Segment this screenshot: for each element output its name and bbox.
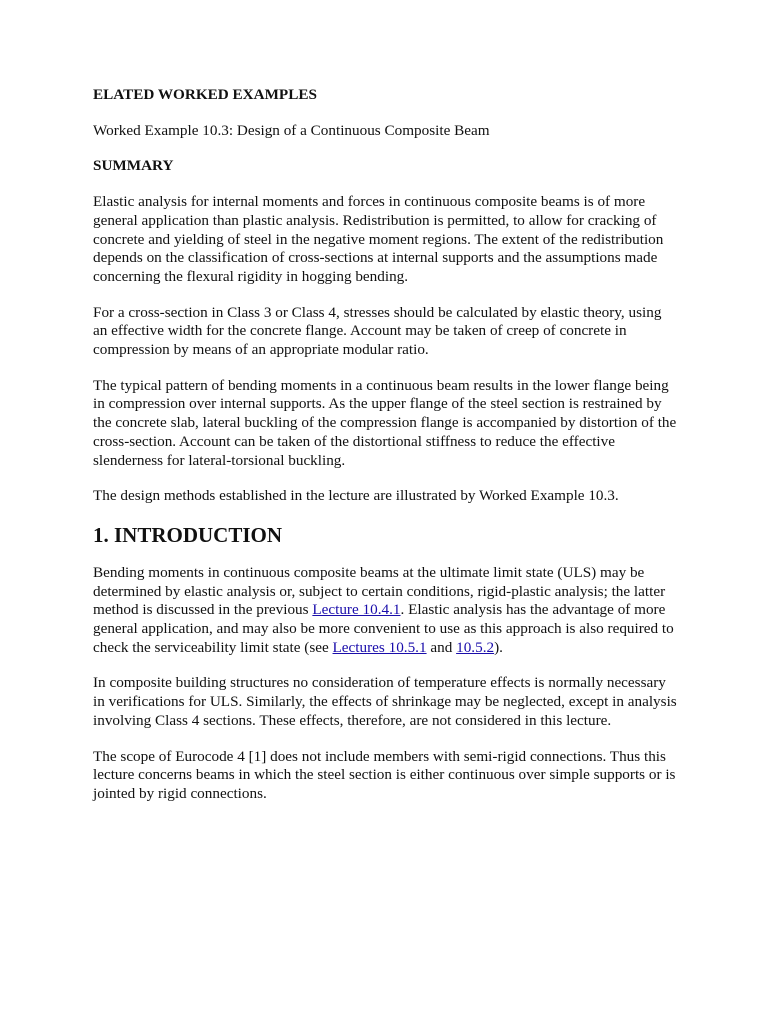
summary-paragraph: The design methods established in the lecture are illustrated by Worked Example 10.3.	[93, 487, 619, 505]
lecture-10-4-1-link[interactable]: Lecture 10.4.1	[312, 601, 401, 619]
summary-paragraph: For a cross-section in Class 3 or Class 4, stresses should be calculated by elastic theory, using an effective width for the concrete flange. Account may be taken of creep of concrete in compression by means of an appropriate modular ratio.	[93, 303, 662, 359]
intro-p1-text: ).	[494, 638, 503, 656]
intro-p1-text: Bending moments in continuous composite beams at the ultimate limit state (ULS) may be determined by elastic analysis or, subject to certain conditions, rigid-plastic analysis; the latter method is discussed in the previous	[93, 563, 666, 619]
related-examples-heading: ELATED WORKED EXAMPLES	[93, 86, 317, 103]
introduction-heading: 1. INTRODUCTION	[93, 522, 283, 547]
lectures-10-5-1-link[interactable]: Lectures 10.5.1	[332, 638, 427, 656]
intro-paragraph-2: In composite building structures no consideration of temperature effects is normally necessary in verifications for ULS. Similarly, the effects of shrinkage may be neglected, except in analysis involving Class 4 sections. These effects, therefore, are not considered in this lecture.	[93, 674, 677, 729]
summary-paragraph: Elastic analysis for internal moments and forces in continuous composite beams is of more general application than plastic analysis. Redistribution is permitted, to allow for cracking of concrete and yielding of steel in the negative moment regions. The extent of the redistribution depends on the classification of cross-sections at internal supports and the assumptions made concerning the flexural rigidity in hogging bending.	[93, 193, 664, 285]
intro-p1-text: . Elastic analysis has the advantage of more general application, and may also be more convenient to use as this approach is also required to check the serviceability limit state (see	[93, 601, 674, 656]
intro-paragraph-1	[93, 564, 678, 658]
summary-paragraph: The typical pattern of bending moments in a continuous beam results in the lower flange being in compression over internal supports. As the upper flange of the steel section is restrained by the concrete slab, lateral buckling of the compression flange is accompanied by distortion of the cross-section. Account can be taken of the distortional stiffness to reduce the effective slenderness for lateral-torsional buckling.	[93, 376, 677, 469]
document-body	[93, 86, 678, 821]
related-example-item: Worked Example 10.3: Design of a Continuous Composite Beam	[93, 121, 490, 139]
intro-paragraph-3: The scope of Eurocode 4 [1] does not include members with semi-rigid connections. Thus this lecture concerns beams in which the steel section is either continuous over simple supports or is jointed by rigid connections.	[93, 747, 676, 802]
summary-heading: SUMMARY	[93, 157, 174, 175]
lecture-10-5-2-link[interactable]: 10.5.2	[456, 638, 495, 656]
intro-p1-text: and	[426, 638, 457, 656]
